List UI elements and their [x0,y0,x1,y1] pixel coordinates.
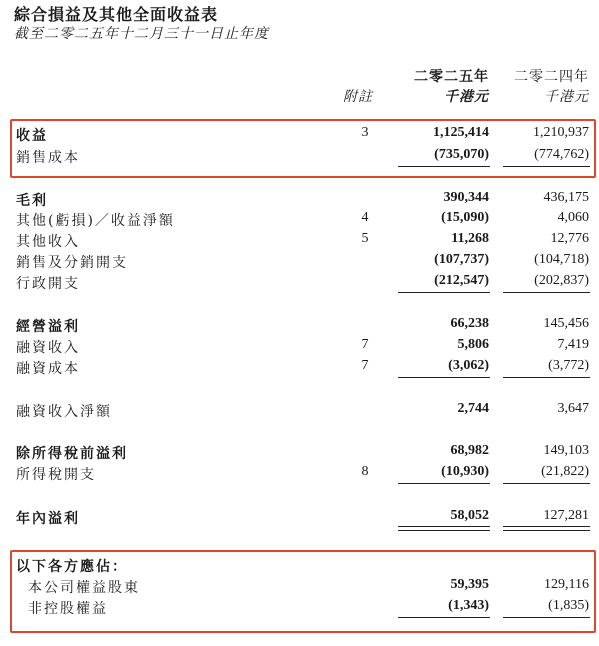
row-current: 58,052 [450,508,489,523]
subtotal-underline [398,483,490,484]
statement-subtitle: 截至二零二五年十二月三十一日止年度 [14,26,269,42]
row-note: 3 [361,125,369,140]
row-current: 68,982 [450,443,489,458]
row-prior: 4,060 [557,210,589,225]
row-label: 融資收入 [16,340,80,356]
row-prior: 127,281 [543,508,589,523]
row-prior: 7,419 [557,337,589,352]
highlight-box-attributable [10,550,596,633]
row-current: (107,737) [434,252,489,267]
total-double-underline [398,526,490,527]
row-current: (1,343) [448,598,489,613]
row-label: 行政開支 [16,276,80,292]
row-note: 7 [361,358,369,373]
row-current: (735,070) [434,147,489,162]
row-current: (212,547) [434,273,489,288]
row-label: 非控股權益 [28,601,108,617]
row-prior: 129,116 [544,577,589,592]
row-note: 7 [361,337,369,352]
row-prior: 1,210,937 [533,125,589,140]
row-label: 所得稅開支 [16,467,96,483]
row-label: 除所得稅前溢利 [16,446,128,462]
row-note: 8 [361,464,369,479]
subtotal-underline [398,292,490,293]
header-current-year: 二零二五年 [414,69,489,85]
row-prior: 436,175 [543,190,589,205]
row-current: 11,268 [451,231,489,246]
row-label: 銷售成本 [16,150,80,166]
row-prior: 3,647 [557,401,589,416]
row-label: 收益 [16,128,48,144]
row-current: (15,090) [441,210,489,225]
row-current: (3,062) [448,358,489,373]
subtotal-underline [503,377,590,378]
row-label: 經營溢利 [16,319,80,335]
row-current: 2,744 [457,401,489,416]
header-prior-unit: 千港元 [544,89,589,105]
row-note: 5 [361,231,369,246]
row-note: 4 [361,210,369,225]
subtotal-underline [503,483,590,484]
row-label: 年內溢利 [16,511,80,527]
row-prior: (1,835) [548,598,589,613]
row-prior: 145,456 [543,316,589,331]
row-current: 1,125,414 [433,125,489,140]
highlight-box-revenue [10,119,596,178]
total-double-underline [398,530,490,531]
row-prior: 149,103 [543,443,589,458]
row-label: 毛利 [16,193,48,209]
row-label: 融資成本 [16,361,80,377]
row-label: 其他收入 [16,234,80,250]
row-label: 融資收入淨額 [16,404,112,420]
row-prior: 12,776 [550,231,589,246]
row-prior: (202,837) [534,273,589,288]
row-label: 本公司權益股東 [28,580,140,596]
statement-title: 綜合損益及其他全面收益表 [14,5,219,24]
subtotal-underline [398,377,490,378]
row-label: 以下各方應佔： [16,559,128,575]
subtotal-underline [503,292,590,293]
header-prior-year: 二零二四年 [514,69,589,85]
row-label: 銷售及分銷開支 [16,255,128,271]
total-double-underline [503,530,590,531]
header-current-unit: 千港元 [444,89,489,105]
row-current: 66,238 [450,316,489,331]
row-current: (10,930) [441,464,489,479]
row-current: 5,806 [457,337,489,352]
row-prior: (774,762) [534,147,589,162]
row-prior: (21,822) [541,464,589,479]
row-prior: (3,772) [548,358,589,373]
row-current: 59,395 [450,577,489,592]
row-prior: (104,718) [534,252,589,267]
row-current: 390,344 [443,190,489,205]
total-double-underline [503,526,590,527]
header-note: 附註 [343,89,373,105]
row-label: 其他(虧損)／收益淨額 [16,213,175,229]
